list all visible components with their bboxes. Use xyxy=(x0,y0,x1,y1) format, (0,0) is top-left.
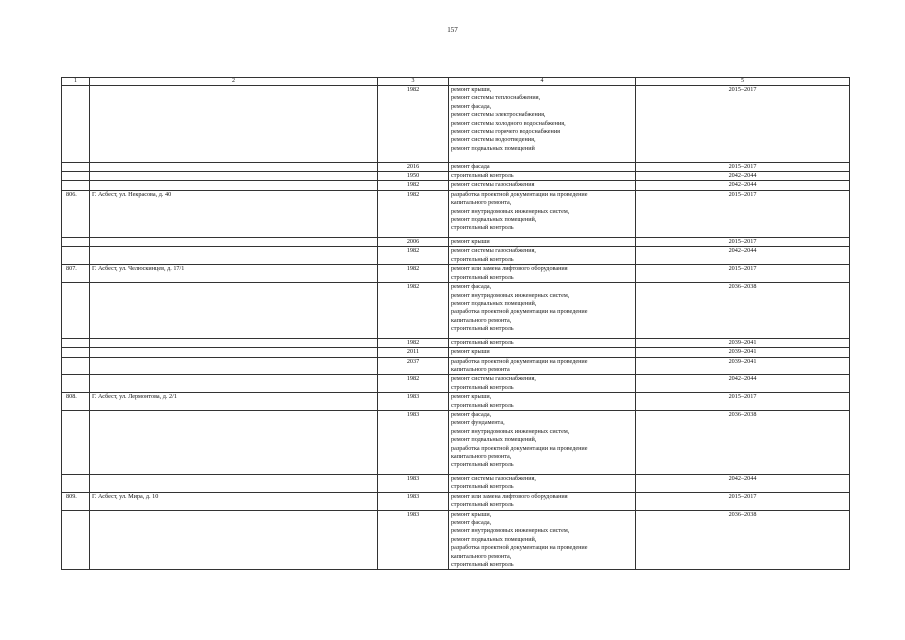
work-item: разработка проектной документации на проведение xyxy=(451,190,588,198)
address xyxy=(90,238,378,247)
row-number xyxy=(62,247,90,265)
work-item: строительный контроль xyxy=(451,501,514,509)
work-item: ремонт системы горячего водоснабжения xyxy=(451,128,560,136)
work-item: ремонт или замена лифтового оборудования xyxy=(451,265,568,273)
work-item: строительный контроль xyxy=(451,401,514,409)
table-row xyxy=(62,338,850,347)
row-number: 808. xyxy=(62,393,90,411)
address xyxy=(90,475,378,493)
table-row xyxy=(62,510,850,570)
repair-period: 2015–2017 xyxy=(636,86,850,163)
work-item: разработка проектной документации на проведение xyxy=(451,544,588,552)
table-row xyxy=(62,162,850,171)
repair-period: 2042–2044 xyxy=(636,247,850,265)
table-row xyxy=(62,238,850,247)
works-list xyxy=(449,348,636,357)
table-row xyxy=(62,247,850,265)
address xyxy=(90,86,378,163)
work-item: ремонт системы холодного водоснабжения, xyxy=(451,119,566,127)
work-item: капитального ремонта, xyxy=(451,552,512,560)
work-item: ремонт внутридомовых инженерных систем, xyxy=(451,291,570,299)
repair-period: 2039–2041 xyxy=(636,348,850,357)
work-item: ремонт крыши xyxy=(451,348,490,356)
row-number xyxy=(62,375,90,393)
commissioning-year: 1950 xyxy=(378,172,449,181)
work-item: строительный контроль xyxy=(451,325,514,333)
repair-period: 2015–2017 xyxy=(636,162,850,171)
header-col-2: 2 xyxy=(90,78,378,86)
row-number xyxy=(62,348,90,357)
row-number: 806. xyxy=(62,190,90,237)
repair-period: 2015–2017 xyxy=(636,238,850,247)
work-item: строительный контроль xyxy=(451,224,514,232)
header-col-5: 5 xyxy=(636,78,850,86)
repair-period: 2042–2044 xyxy=(636,181,850,190)
works-list xyxy=(449,86,636,163)
commissioning-year: 1983 xyxy=(378,492,449,510)
repair-period: 2036–2038 xyxy=(636,410,850,474)
row-number xyxy=(62,172,90,181)
table-row xyxy=(62,190,850,237)
work-item: ремонт внутридомовых инженерных систем, xyxy=(451,527,570,535)
repair-period: 2042–2044 xyxy=(636,375,850,393)
work-item: ремонт системы водоотведения, xyxy=(451,136,536,144)
commissioning-year: 2037 xyxy=(378,357,449,375)
commissioning-year: 1982 xyxy=(378,265,449,283)
address xyxy=(90,181,378,190)
work-item: ремонт подвальных помещений, xyxy=(451,216,537,224)
table-body xyxy=(62,78,850,570)
row-number xyxy=(62,238,90,247)
work-item: ремонт фасада, xyxy=(451,410,492,418)
works-list xyxy=(449,492,636,510)
work-item: ремонт системы теплоснабжения, xyxy=(451,94,541,102)
commissioning-year: 1982 xyxy=(378,338,449,347)
works-list xyxy=(449,510,636,570)
row-number xyxy=(62,475,90,493)
work-item: ремонт системы газоснабжения, xyxy=(451,375,536,383)
address: Г. Асбест, ул. Лермонтова, д. 2/1 xyxy=(90,393,378,411)
work-item: ремонт системы газоснабжения, xyxy=(451,247,536,255)
commissioning-year: 1983 xyxy=(378,510,449,570)
works-list xyxy=(449,265,636,283)
header-col-4: 4 xyxy=(449,78,636,86)
capital-repair-table xyxy=(61,77,850,570)
table-row xyxy=(62,492,850,510)
address xyxy=(90,338,378,347)
row-number xyxy=(62,357,90,375)
address xyxy=(90,510,378,570)
address: Г. Асбест, ул. Некрасова, д. 40 xyxy=(90,190,378,237)
repair-period: 2039–2041 xyxy=(636,357,850,375)
work-item: ремонт крыши, xyxy=(451,510,492,518)
commissioning-year: 1982 xyxy=(378,375,449,393)
work-item: ремонт подвальных помещений xyxy=(451,144,535,152)
table-row xyxy=(62,265,850,283)
work-item: ремонт подвальных помещений, xyxy=(451,535,537,543)
works-list xyxy=(449,247,636,265)
work-item: строительный контроль xyxy=(451,172,514,180)
header-col-3: 3 xyxy=(378,78,449,86)
work-item: ремонт системы электроснабжения, xyxy=(451,111,546,119)
commissioning-year: 2011 xyxy=(378,348,449,357)
commissioning-year: 1982 xyxy=(378,247,449,265)
works-list xyxy=(449,283,636,339)
work-item: ремонт или замена лифтового оборудования xyxy=(451,492,568,500)
repair-period: 2015–2017 xyxy=(636,492,850,510)
address xyxy=(90,357,378,375)
work-item: капитального ремонта, xyxy=(451,316,512,324)
row-number xyxy=(62,86,90,163)
work-item: ремонт крыши, xyxy=(451,393,492,401)
works-list xyxy=(449,375,636,393)
works-list xyxy=(449,162,636,171)
table-row xyxy=(62,357,850,375)
work-item: ремонт фасада, xyxy=(451,102,492,110)
repair-period: 2036–2038 xyxy=(636,283,850,339)
work-item: ремонт системы газоснабжения xyxy=(451,181,535,189)
work-item: ремонт фасада, xyxy=(451,283,492,291)
work-item: ремонт фундамента, xyxy=(451,419,505,427)
table-row xyxy=(62,393,850,411)
work-item: ремонт крыши xyxy=(451,238,490,246)
address xyxy=(90,410,378,474)
commissioning-year: 1982 xyxy=(378,190,449,237)
work-item: ремонт крыши, xyxy=(451,86,492,93)
table-row xyxy=(62,375,850,393)
row-number xyxy=(62,338,90,347)
works-list xyxy=(449,410,636,474)
works-list xyxy=(449,238,636,247)
table-row xyxy=(62,410,850,474)
table-row xyxy=(62,172,850,181)
address xyxy=(90,247,378,265)
work-item: строительный контроль xyxy=(451,255,514,263)
work-item: ремонт внутридомовых инженерных систем, xyxy=(451,427,570,435)
table-row xyxy=(62,475,850,493)
work-item: строительный контроль xyxy=(451,338,514,346)
work-item: строительный контроль xyxy=(451,483,514,491)
work-item: ремонт фасада xyxy=(451,162,490,170)
repair-period: 2015–2017 xyxy=(636,265,850,283)
address: Г. Асбест, ул. Челюскинцев, д. 17/1 xyxy=(90,265,378,283)
work-item: строительный контроль xyxy=(451,461,514,469)
works-list xyxy=(449,475,636,493)
work-item: ремонт подвальных помещений, xyxy=(451,436,537,444)
repair-period: 2042–2044 xyxy=(636,172,850,181)
work-item: строительный контроль xyxy=(451,561,514,569)
table-row xyxy=(62,348,850,357)
commissioning-year: 1982 xyxy=(378,86,449,163)
commissioning-year: 1983 xyxy=(378,410,449,474)
repair-period: 2042–2044 xyxy=(636,475,850,493)
work-item: ремонт фасада, xyxy=(451,519,492,527)
commissioning-year: 1982 xyxy=(378,181,449,190)
address xyxy=(90,162,378,171)
address xyxy=(90,172,378,181)
row-number: 807. xyxy=(62,265,90,283)
page-number: 157 xyxy=(447,26,458,34)
address: Г. Асбест, ул. Мира, д. 10 xyxy=(90,492,378,510)
work-item: разработка проектной документации на проведение xyxy=(451,357,588,365)
row-number xyxy=(62,162,90,171)
works-list xyxy=(449,357,636,375)
work-item: разработка проектной документации на проведение xyxy=(451,444,588,452)
work-item: ремонт внутридомовых инженерных систем, xyxy=(451,207,570,215)
works-list xyxy=(449,190,636,237)
work-item: капитального ремонта, xyxy=(451,453,512,461)
row-number xyxy=(62,181,90,190)
address xyxy=(90,283,378,339)
address xyxy=(90,348,378,357)
work-item: капитального ремонта, xyxy=(451,199,512,207)
work-item: разработка проектной документации на проведение xyxy=(451,308,588,316)
commissioning-year: 2016 xyxy=(378,162,449,171)
work-item: строительный контроль xyxy=(451,273,514,281)
works-list xyxy=(449,393,636,411)
row-number xyxy=(62,510,90,570)
row-number xyxy=(62,410,90,474)
work-item: строительный контроль xyxy=(451,383,514,391)
work-item: ремонт подвальных помещений, xyxy=(451,299,537,307)
works-list xyxy=(449,181,636,190)
work-item: ремонт системы газоснабжения, xyxy=(451,475,536,483)
table-row xyxy=(62,181,850,190)
table-row xyxy=(62,86,850,163)
repair-period: 2015–2017 xyxy=(636,393,850,411)
commissioning-year: 1983 xyxy=(378,475,449,493)
row-number: 809. xyxy=(62,492,90,510)
table-row xyxy=(62,283,850,339)
works-list xyxy=(449,338,636,347)
works-list xyxy=(449,172,636,181)
address xyxy=(90,375,378,393)
commissioning-year: 1983 xyxy=(378,393,449,411)
commissioning-year: 1982 xyxy=(378,283,449,339)
row-number xyxy=(62,283,90,339)
work-item: капитального ремонта xyxy=(451,365,510,373)
header-col-1: 1 xyxy=(62,78,90,86)
header-row xyxy=(62,78,850,86)
commissioning-year: 2006 xyxy=(378,238,449,247)
repair-period: 2015–2017 xyxy=(636,190,850,237)
repair-period: 2039–2041 xyxy=(636,338,850,347)
repair-period: 2036–2038 xyxy=(636,510,850,570)
